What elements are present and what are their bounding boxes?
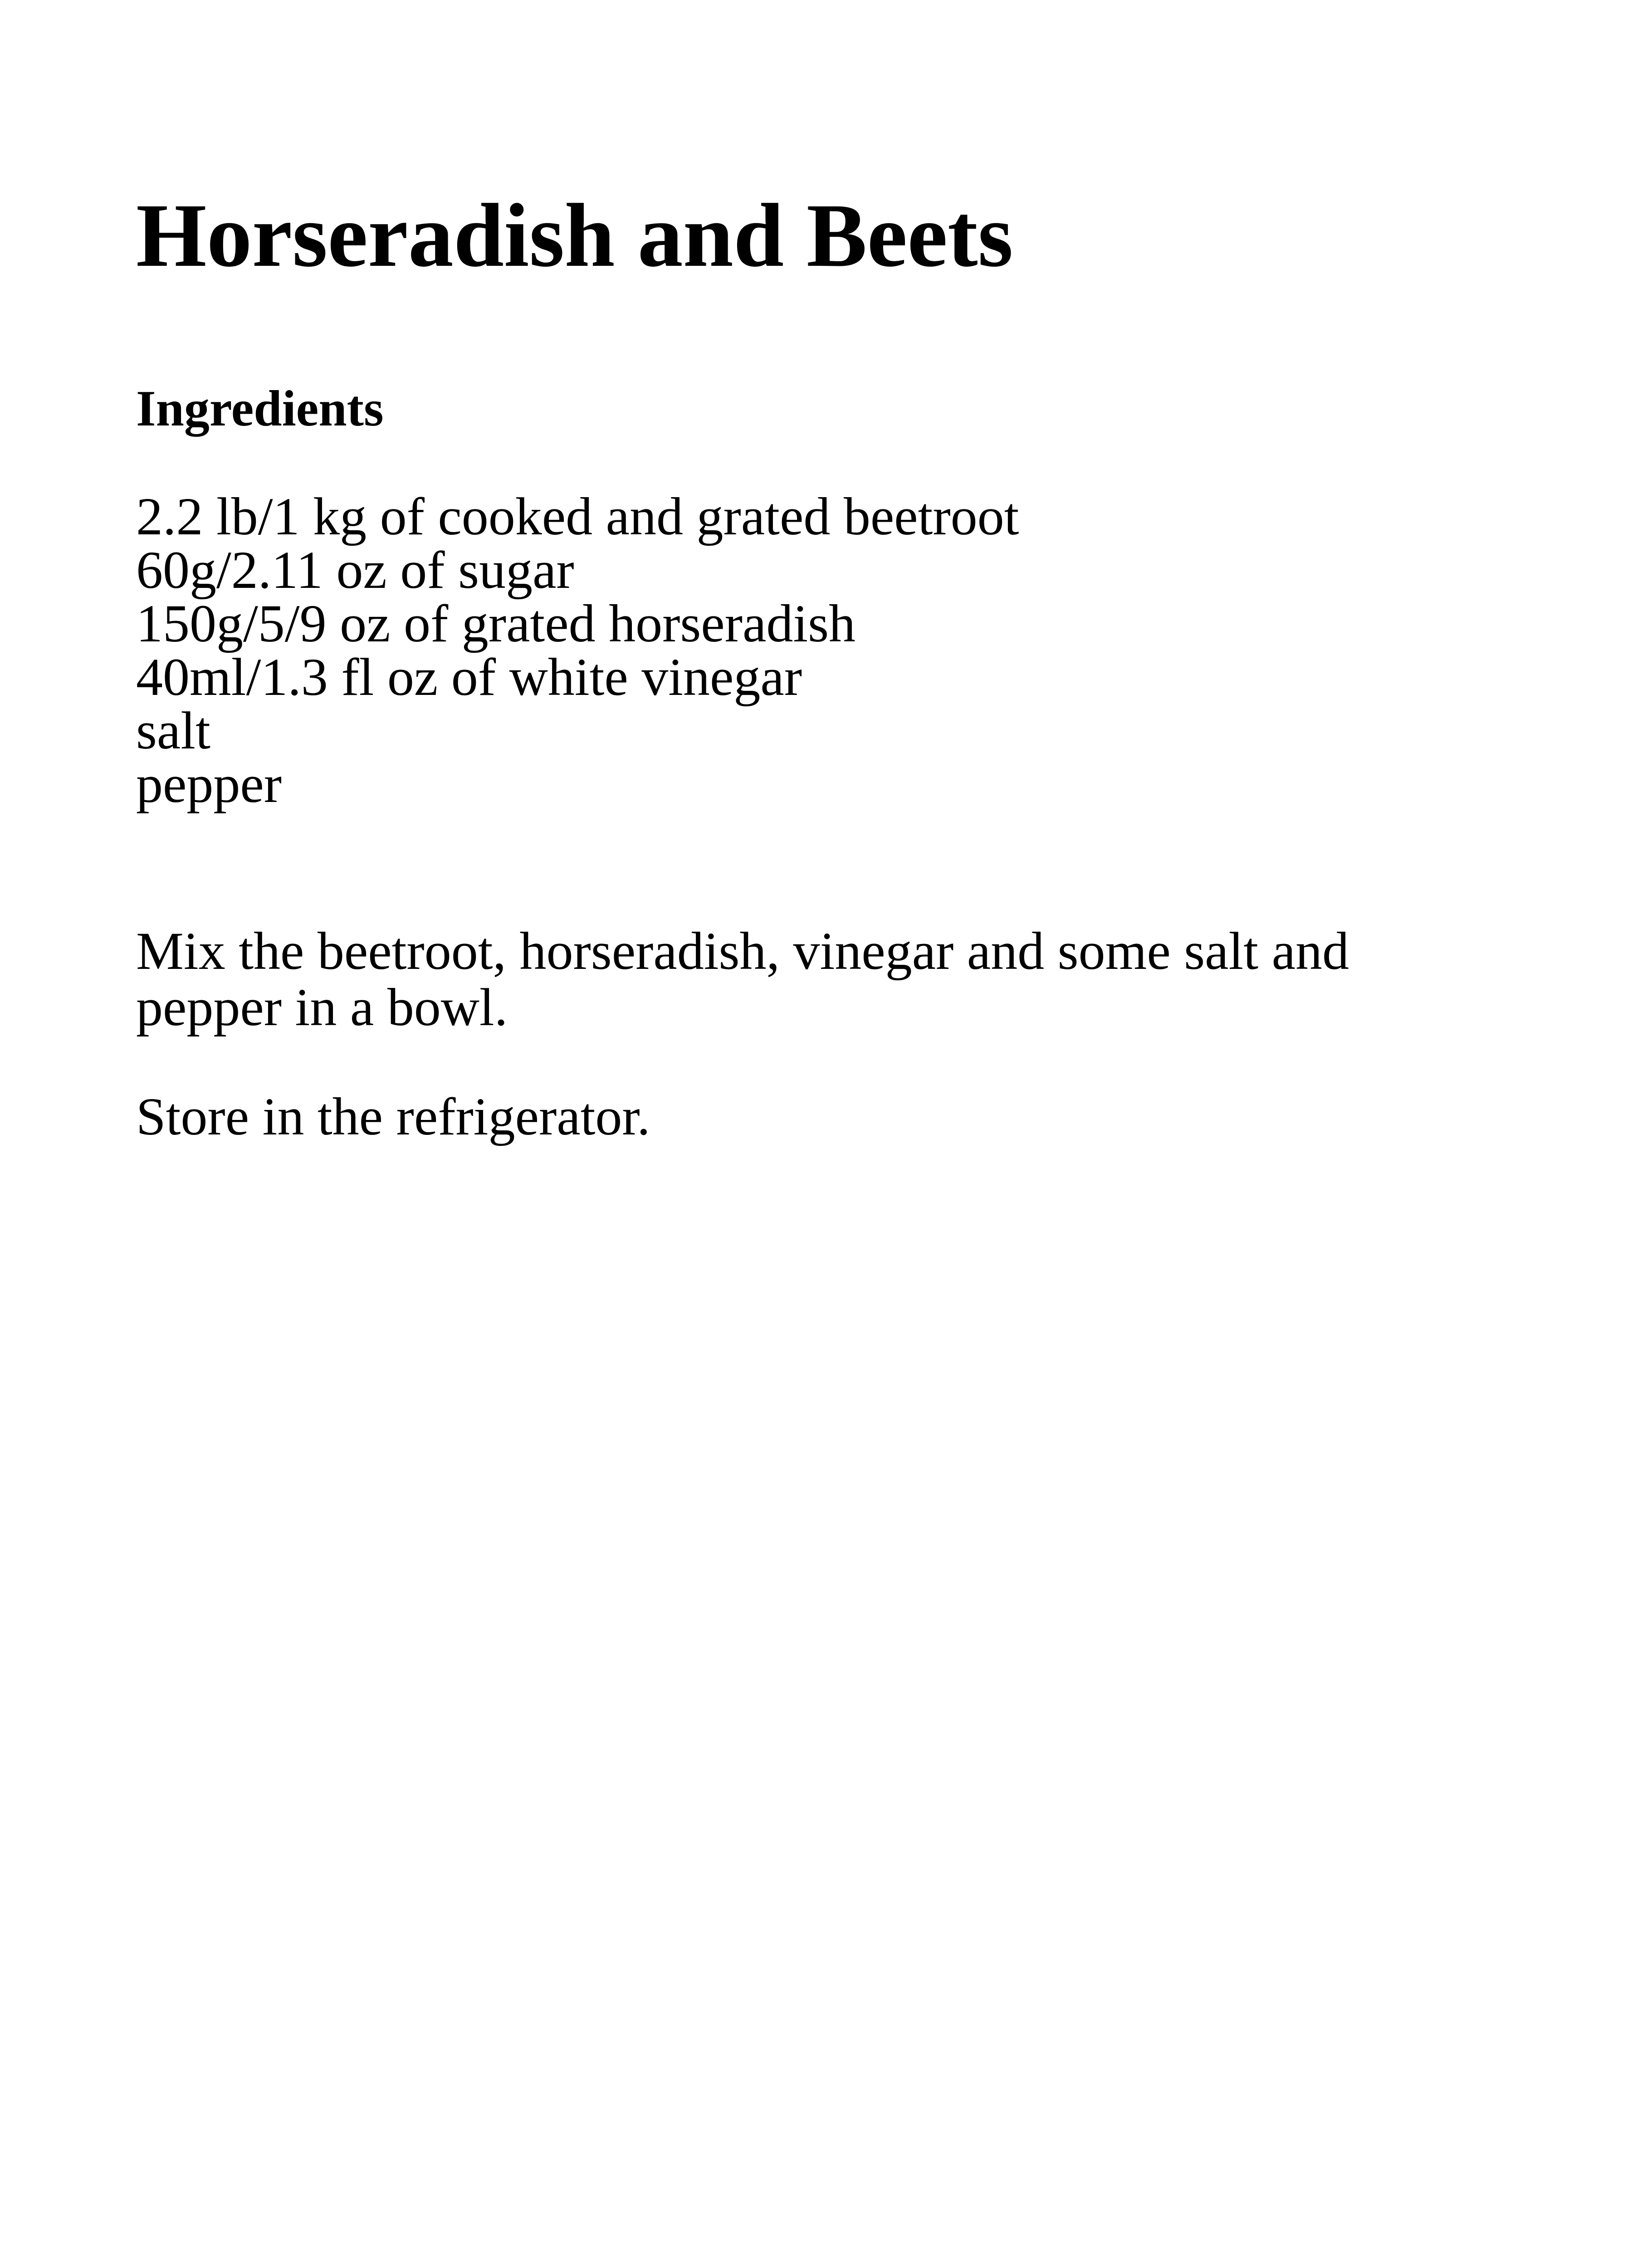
ingredient-item: pepper xyxy=(136,754,282,814)
ingredients-list xyxy=(136,487,1019,814)
ingredient-item: 2.2 lb/1 kg of cooked and grated beetroot xyxy=(136,487,1019,546)
instruction-step: Store in the refrigerator. xyxy=(136,1087,650,1146)
recipe-title: Horseradish and Beets xyxy=(136,186,1013,286)
ingredients-heading: Ingredients xyxy=(136,381,384,437)
ingredient-item: 60g/2.11 oz of sugar xyxy=(136,540,574,600)
ingredient-item: 150g/5/9 oz of grated horseradish xyxy=(136,594,856,653)
ingredient-item: salt xyxy=(136,701,210,760)
ingredient-item: 40ml/1.3 fl oz of white vinegar xyxy=(136,647,802,707)
instruction-step: Mix the beetroot, horseradish, vinegar and some salt and pepper in a bowl. xyxy=(136,921,1349,1037)
